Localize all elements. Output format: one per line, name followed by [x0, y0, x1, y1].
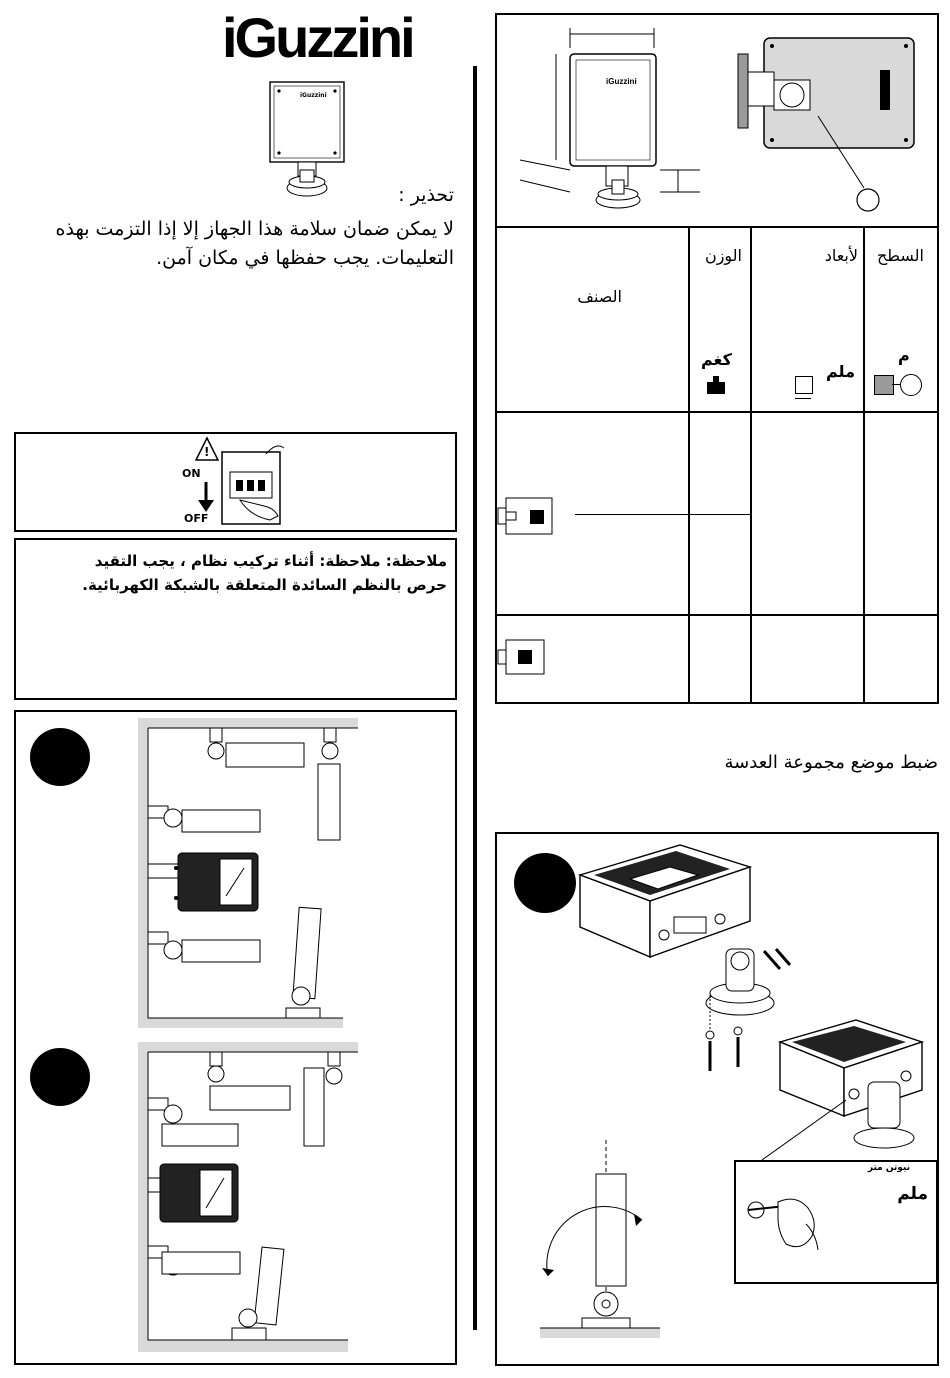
torque-unit-nm: نيوتن متر: [867, 1163, 910, 1173]
product-thumb-2: [496, 638, 548, 676]
col-line-3: [863, 226, 865, 704]
product-thumb-1: [496, 496, 556, 536]
mounting-diagram-2: [138, 1042, 363, 1354]
exploded-assembly-drawing: [580, 845, 780, 1075]
step-marker-1: [30, 728, 90, 786]
mounting-bracket-drawing: [730, 30, 920, 220]
weight-unit: كغم: [701, 350, 732, 369]
row-line-2: [495, 614, 939, 616]
col-line-2: [750, 226, 752, 704]
adjust-heading: ضبط موضع مجموعة العدسة: [724, 752, 938, 773]
switch-off-label: OFF: [184, 512, 209, 525]
note-line-1: ملاحظة: ملاحظة: أثناء تركيب نظام ، يجب التقيد: [94, 552, 447, 570]
surface-circle-icon: [900, 374, 922, 396]
device-badge: iGuzzini: [300, 92, 327, 99]
step-marker-2: [30, 1048, 90, 1106]
switch-on-label: ON: [182, 467, 201, 480]
surface-unit: م: [898, 346, 910, 365]
assembled-fixture-drawing: [776, 1020, 936, 1160]
svg-text:!: !: [204, 445, 210, 459]
header-item: الصنف: [577, 287, 622, 306]
warning-line-2: التعليمات. يجب حفظها في مكان آمن.: [156, 247, 454, 269]
surface-area-icon: [874, 375, 894, 395]
step-marker-3: [514, 853, 576, 913]
header-dimensions: لأبعاد: [824, 246, 858, 265]
surface-arrow-icon: [892, 384, 900, 385]
brand-logo: iGuzzini: [222, 6, 413, 69]
warning-line-1: لا يمكن ضمان سلامة هذا الجهاز إلا إذا التزمت بهذه: [55, 218, 454, 240]
warning-title: تحذير :: [398, 184, 454, 206]
dimension-box-icon: [795, 376, 813, 394]
tilt-rotation-diagram: [530, 1140, 670, 1358]
column-divider: [473, 66, 477, 1330]
row-line-1: [495, 411, 939, 413]
hex-key-hand-icon: [742, 1184, 822, 1254]
table-header-divider: [495, 226, 939, 228]
col-line-1: [688, 226, 690, 704]
weight-icon: [706, 376, 726, 396]
header-weight: الوزن: [704, 246, 742, 265]
header-surface: السطح: [876, 246, 924, 265]
row-line-bridge: [575, 514, 751, 515]
torque-unit-mm: ملم: [897, 1184, 928, 1204]
dimension-line-icon: [795, 398, 811, 399]
note-line-2: حرص بالنظم السائدة المتعلقة بالشبكة الكهربائية.: [82, 576, 447, 594]
dimension-unit: ملم: [826, 362, 855, 381]
dimension-drawing: [520, 20, 700, 220]
mounting-diagram-1: [138, 718, 363, 1030]
svg-text:iGuzzini: iGuzzini: [606, 77, 637, 86]
